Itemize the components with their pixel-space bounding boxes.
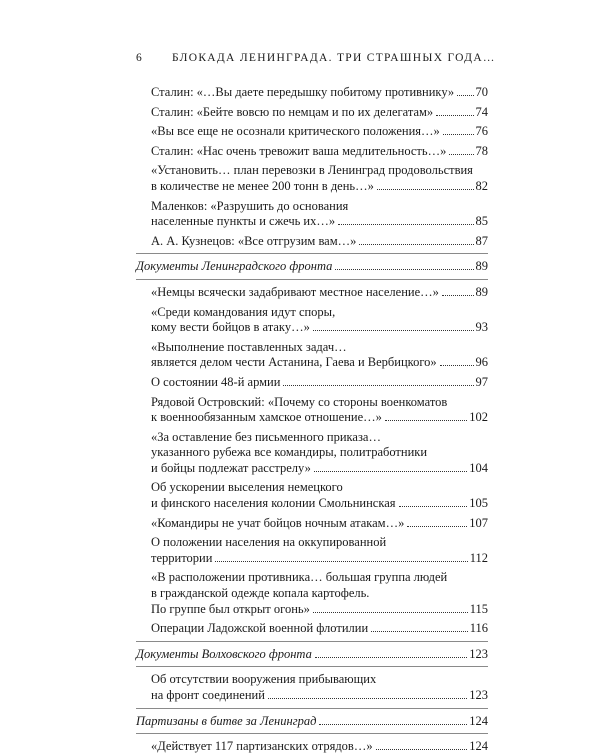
separator-rule (136, 733, 488, 734)
toc-page-number: 89 (475, 284, 488, 299)
separator-rule (136, 666, 488, 667)
entry-title: По группе был открыт огонь» (151, 601, 310, 616)
dot-leader (313, 330, 474, 331)
dot-leader (436, 115, 473, 116)
toc-entry[interactable] (136, 199, 488, 230)
toc-entry[interactable] (136, 285, 488, 301)
entry-title: указанного рубежа все командиры, политработники (151, 445, 428, 460)
dot-leader (442, 295, 474, 296)
separator-rule (136, 708, 488, 709)
toc-page-number: 124 (469, 713, 488, 728)
dot-leader (314, 471, 467, 472)
entry-title: в гражданской одежде копала картофель. (151, 586, 370, 601)
toc-page-number: 124 (469, 739, 488, 754)
toc-page-number: 97 (475, 374, 488, 389)
entry-title: «Выполнение поставленных задач… (151, 339, 347, 354)
dot-leader (359, 244, 473, 245)
toc-entry[interactable] (136, 395, 488, 426)
toc-page-number: 107 (469, 515, 488, 530)
toc-page-number: 93 (475, 320, 488, 335)
entry-title: «В расположении противника… большая группа людей (151, 570, 448, 585)
separator-rule (136, 641, 488, 642)
toc-entry[interactable] (136, 340, 488, 371)
book-title: БЛОКАДА ЛЕНИНГРАДА. ТРИ СТРАШНЫХ ГОДА… (172, 52, 496, 64)
dot-leader (449, 154, 473, 155)
toc-entry[interactable] (136, 672, 488, 703)
toc-entry[interactable] (136, 234, 488, 250)
entry-title: «Немцы всячески задабривают местное население…» (151, 284, 439, 299)
dot-leader (440, 365, 474, 366)
section-title: Документы Ленинградского фронта (136, 259, 333, 274)
toc-entry[interactable] (136, 144, 488, 160)
toc-entry[interactable] (136, 570, 488, 617)
toc-page-number: 87 (475, 233, 488, 248)
entry-title: «Вы все еще не осознали критического положения…» (151, 124, 440, 139)
toc-entry[interactable] (136, 621, 488, 637)
toc-page-number: 70 (475, 85, 488, 99)
toc-entry[interactable] (136, 124, 488, 140)
entry-title: территории (151, 550, 213, 565)
separator-rule (136, 253, 488, 254)
entry-title: «Действует 117 партизанских отрядов…» (151, 739, 373, 754)
toc-page-number: 89 (475, 259, 488, 274)
toc-entry[interactable] (136, 430, 488, 477)
toc-entry[interactable] (136, 375, 488, 391)
toc-page-number: 105 (469, 496, 488, 511)
entry-title: населенные пункты и сжечь их…» (151, 214, 336, 229)
entry-title: Сталин: «Бейте вовсю по немцам и по их делегатам» (151, 104, 434, 119)
toc-page-number: 76 (475, 124, 488, 139)
entry-title: «Среди командования идут споры, (151, 304, 336, 319)
dot-leader (315, 657, 467, 658)
dot-leader (371, 631, 468, 632)
entry-title: является делом чести Астанина, Гаева и Вербицкого» (151, 355, 437, 370)
entry-title: «За оставление без письменного приказа… (151, 429, 381, 444)
dot-leader (215, 561, 467, 562)
toc-entry[interactable] (136, 163, 488, 194)
entry-title: Об отсутствии вооружения прибывающих (151, 672, 377, 687)
toc-page-number: 115 (469, 601, 488, 616)
dot-leader (407, 526, 467, 527)
entry-title: Сталин: «…Вы даете передышку побитому противнику» (151, 85, 455, 99)
dot-leader (268, 698, 467, 699)
entry-title: О состоянии 48-й армии (151, 374, 281, 389)
toc-page-number: 85 (475, 214, 488, 229)
page-number: 6 (136, 52, 144, 64)
section-title: Документы Волховского фронта (136, 646, 312, 661)
dot-leader (338, 224, 473, 225)
toc-page-number: 82 (475, 178, 488, 193)
entry-title: Об ускорении выселения немецкого (151, 480, 343, 495)
toc-page-number: 96 (475, 355, 488, 370)
entry-title: О положении населения на оккупированной (151, 535, 387, 550)
section-title: Партизаны в битве за Ленинград (136, 713, 317, 728)
entry-title: «Установить… план перевозки в Ленинград продовольствия (151, 163, 473, 178)
entry-title: и финского населения колонии Смольнинская (151, 496, 396, 511)
toc-section[interactable] (136, 259, 488, 275)
toc-section[interactable] (136, 647, 488, 663)
entry-title: А. А. Кузнецов: «Все отгрузим вам…» (151, 233, 357, 248)
toc-entry[interactable] (136, 516, 488, 532)
entry-title: к военнообязанным хамское отношение…» (151, 410, 382, 425)
toc-section[interactable] (136, 714, 488, 730)
toc-page-number: 78 (475, 143, 488, 158)
dot-leader (443, 134, 474, 135)
dot-leader (457, 95, 473, 96)
entry-title: Сталин: «Нас очень тревожит ваша медлительность…» (151, 143, 447, 158)
entry-title: и бойцы подлежат расстрелу» (151, 460, 311, 475)
toc-page-number: 74 (475, 104, 488, 119)
dot-leader (335, 269, 473, 270)
dot-leader (377, 189, 474, 190)
dot-leader (319, 724, 467, 725)
dot-leader (283, 385, 473, 386)
entry-title: «Командиры не учат бойцов ночным атакам…» (151, 515, 405, 530)
entry-title: Операции Ладожской военной флотилии (151, 621, 369, 636)
toc-page-number: 112 (469, 550, 488, 565)
entry-title: Маленков: «Разрушить до основания (151, 198, 349, 213)
toc-entry[interactable] (136, 480, 488, 511)
toc-entry[interactable] (136, 85, 488, 101)
entry-title: кому вести бойцов в атаку…» (151, 320, 310, 335)
toc-entry[interactable] (136, 105, 488, 121)
separator-rule (136, 279, 488, 280)
toc-entry[interactable] (136, 535, 488, 566)
toc-entry[interactable] (136, 739, 488, 755)
toc-page-number: 123 (469, 688, 488, 702)
toc-page-number: 102 (469, 410, 488, 425)
toc-page-number: 104 (469, 460, 488, 475)
table-of-contents (136, 85, 488, 755)
toc-entry[interactable] (136, 305, 488, 336)
dot-leader (313, 612, 468, 613)
toc-page-number: 116 (469, 621, 488, 636)
entry-title: в количестве не менее 200 тонн в день…» (151, 178, 374, 193)
toc-page-number: 123 (469, 646, 488, 661)
entry-title: на фронт соединений (151, 688, 265, 702)
dot-leader (399, 506, 468, 507)
dot-leader (385, 420, 467, 421)
entry-title: Рядовой Островский: «Почему со стороны военкоматов (151, 394, 448, 409)
